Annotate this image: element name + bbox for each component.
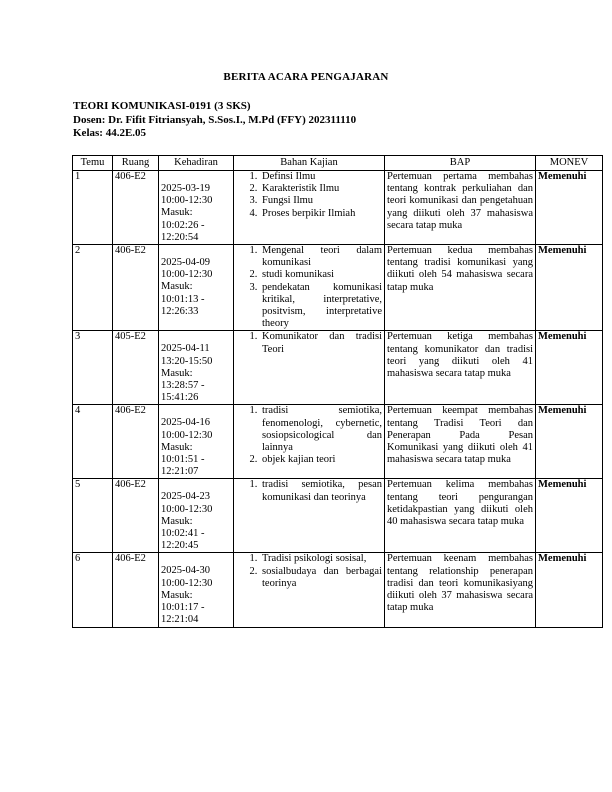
table-row xyxy=(73,405,603,479)
cell-ruang: 406-E2 xyxy=(113,405,159,479)
topic-item: 2. studi komunikasi xyxy=(260,269,382,281)
cell-temu: 6 xyxy=(73,553,113,627)
topic-list xyxy=(236,479,382,503)
cell-bap: Pertemuan ketiga membahas tentang komunikator dan tradisi teori yang diikuti oleh 41 mahasiswa secara tatap muka xyxy=(385,331,536,405)
cell-monev: Memenuhi xyxy=(536,245,603,331)
table-row xyxy=(73,479,603,553)
header-ruang: Ruang xyxy=(113,156,159,171)
session-date: 2025-04-23 xyxy=(161,491,210,503)
cell-ruang: 406-E2 xyxy=(113,171,159,245)
topic-list xyxy=(236,171,382,220)
session-date: 2025-04-09 xyxy=(161,257,210,269)
masuk-label: Masuk: xyxy=(161,515,193,527)
lecturer-name: Dosen: Dr. Fifit Fitriansyah, S.Sos.I., M.Pd (FFY) 202311110 xyxy=(73,113,357,126)
masuk-time: 10:01:13 - 12:26:33 xyxy=(161,293,205,317)
cell-kehadiran xyxy=(159,405,234,479)
topic-item: 2. objek kajian teori xyxy=(260,454,382,466)
topic-list xyxy=(236,245,382,330)
header-monev: MONEV xyxy=(536,156,603,171)
masuk-time: 10:02:41 - 12:20:45 xyxy=(161,528,205,552)
session-time: 10:00-12:30 xyxy=(161,429,213,441)
cell-monev: Memenuhi xyxy=(536,479,603,553)
topic-item: 2. Karakteristik Ilmu xyxy=(260,183,382,195)
topic-item: 4. Proses berpikir Ilmiah xyxy=(260,208,382,220)
header-bap: BAP xyxy=(385,156,536,171)
cell-kehadiran xyxy=(159,171,234,245)
topic-item: 3. pendekatan komunikasi kritikal, interpretative, positvism, interpretative theory xyxy=(260,282,382,331)
masuk-time: 10:01:51 - 12:21:07 xyxy=(161,454,205,478)
masuk-label: Masuk: xyxy=(161,207,193,219)
session-time: 10:00-12:30 xyxy=(161,195,213,207)
topic-item: 1. Tradisi psikologi sosisal, xyxy=(260,553,382,565)
cell-monev: Memenuhi xyxy=(536,405,603,479)
header-bahan-kajian: Bahan Kajian xyxy=(234,156,385,171)
header-temu: Temu xyxy=(73,156,113,171)
topic-item: 1. tradisi semiotika, pesan komunikasi dan teorinya xyxy=(260,479,382,503)
table-row xyxy=(73,331,603,405)
masuk-time: 10:01:17 - 12:21:04 xyxy=(161,602,205,626)
cell-bahan-kajian xyxy=(234,331,385,405)
cell-ruang: 406-E2 xyxy=(113,245,159,331)
session-time: 10:00-12:30 xyxy=(161,577,213,589)
cell-bahan-kajian xyxy=(234,553,385,627)
topic-list xyxy=(236,553,382,590)
cell-kehadiran xyxy=(159,553,234,627)
table-row xyxy=(73,245,603,331)
cell-bap: Pertemuan keenam membahas tentang relationship penerapan tradisi dan teori komunikasiyang diikuti oleh 37 mahasiswa secara tatap muka xyxy=(385,553,536,627)
course-info xyxy=(73,100,356,141)
session-time: 13:20-15:50 xyxy=(161,355,213,367)
course-name: TEORI KOMUNIKASI-0191 (3 SKS) xyxy=(73,100,251,112)
cell-temu: 5 xyxy=(73,479,113,553)
topic-item: 1. tradisi semiotika, fenomenologi, cybernetic, sosiopsicological dan lainnya xyxy=(260,405,382,454)
topic-item: 1. Mengenal teori dalam komunikasi xyxy=(260,245,382,269)
cell-ruang: 406-E2 xyxy=(113,479,159,553)
cell-ruang: 406-E2 xyxy=(113,553,159,627)
header-kehadiran: Kehadiran xyxy=(159,156,234,171)
topic-item: 2. sosialbudaya dan berbagai teorinya xyxy=(260,566,382,590)
table-header-row xyxy=(73,156,603,171)
session-time: 10:00-12:30 xyxy=(161,503,213,515)
page-title: BERITA ACARA PENGAJARAN xyxy=(223,71,389,83)
cell-bap: Pertemuan kelima membahas tentang teori pengurangan ketidakpastian yang diikuti oleh 40 mahasiswa secara tatap muka xyxy=(385,479,536,553)
masuk-label: Masuk: xyxy=(161,589,193,601)
cell-bap: Pertemuan keempat membahas tentang Tradisi Teori dan Penerapan Pada Pesan Komunikasi yang diikuti oleh 41 mahasiswa secara tatap muka xyxy=(385,405,536,479)
masuk-time: 10:02:26 - 12:20:54 xyxy=(161,219,205,243)
masuk-time: 13:28:57 - 15:41:26 xyxy=(161,380,205,404)
cell-monev: Memenuhi xyxy=(536,553,603,627)
cell-kehadiran xyxy=(159,245,234,331)
class-code: Kelas: 44.2E.05 xyxy=(73,127,147,139)
topic-item: 3. Fungsi Ilmu xyxy=(260,195,382,207)
session-date: 2025-04-16 xyxy=(161,417,210,429)
cell-monev: Memenuhi xyxy=(536,171,603,245)
cell-temu: 4 xyxy=(73,405,113,479)
session-date: 2025-03-19 xyxy=(161,183,210,194)
topic-item: 1. Definsi Ilmu xyxy=(260,171,382,183)
cell-kehadiran xyxy=(159,331,234,405)
topic-list xyxy=(236,331,382,355)
cell-bahan-kajian xyxy=(234,405,385,479)
table-row xyxy=(73,171,603,245)
cell-bap: Pertemuan pertama membahas tentang kontrak perkuliahan dan teori komunikasi dan pengetahuan yang diikuti oleh 37 mahasiswa secara tatap muka xyxy=(385,171,536,245)
masuk-label: Masuk: xyxy=(161,441,193,453)
cell-temu: 3 xyxy=(73,331,113,405)
session-date: 2025-04-11 xyxy=(161,343,210,355)
cell-monev: Memenuhi xyxy=(536,331,603,405)
cell-bahan-kajian xyxy=(234,479,385,553)
session-date: 2025-04-30 xyxy=(161,565,210,577)
cell-bahan-kajian xyxy=(234,245,385,331)
cell-ruang: 405-E2 xyxy=(113,331,159,405)
masuk-label: Masuk: xyxy=(161,281,193,293)
cell-kehadiran xyxy=(159,479,234,553)
cell-temu: 2 xyxy=(73,245,113,331)
topic-item: 1. Komunikator dan tradisi Teori xyxy=(260,331,382,355)
cell-bap: Pertemuan kedua membahas tentang tradisi komunikasi yang diikuti oleh 54 mahasiswa secara tatap muka xyxy=(385,245,536,331)
topic-list xyxy=(236,405,382,466)
cell-temu: 1 xyxy=(73,171,113,245)
table-row xyxy=(73,553,603,627)
masuk-label: Masuk: xyxy=(161,367,193,379)
session-time: 10:00-12:30 xyxy=(161,269,213,281)
cell-bahan-kajian xyxy=(234,171,385,245)
attendance-table xyxy=(72,155,603,628)
